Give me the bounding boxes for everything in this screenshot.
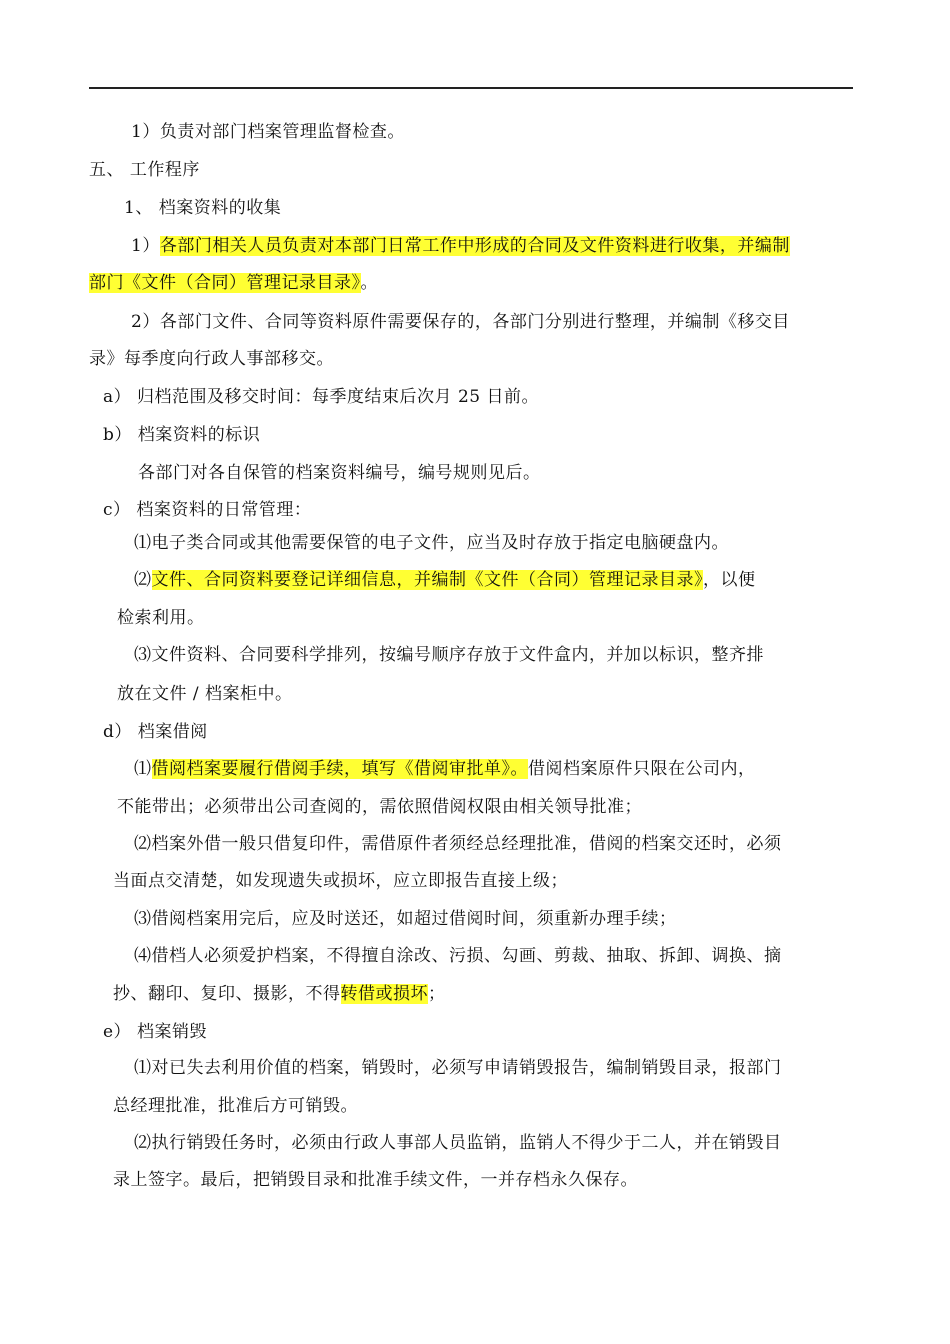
- item-d-borrowing: d） 档案借阅: [103, 722, 208, 742]
- paragraph-destroy-1-cont: 总经理批准，批准后方可销毁。: [113, 1096, 358, 1116]
- paragraph-collection-2-cont: 录》每季度向行政人事部移交。: [89, 349, 334, 369]
- text: 借阅档案原件只限在公司内，: [528, 759, 756, 779]
- paragraph-identification: 各部门对各自保管的档案资料编号，编号规则见后。: [138, 463, 541, 483]
- item-marker: ⑵: [134, 570, 152, 590]
- paragraph-daily-3-cont: 放在文件 / 档案柜中。: [117, 684, 293, 704]
- item-marker: ⑴: [134, 759, 152, 779]
- highlighted-text: 部门《文件（合同）管理记录目录》: [89, 273, 361, 293]
- paragraph-borrow-1: [134, 756, 756, 782]
- text: 。: [360, 273, 378, 293]
- section-heading-procedure: 五、 工作程序: [89, 160, 200, 180]
- item-a-archive-scope: a） 归档范围及移交时间：每季度结束后次月 25 日前。: [103, 387, 539, 407]
- paragraph-daily-2: [134, 567, 756, 593]
- paragraph-destroy-2-cont: 录上签字。最后，把销毁目录和批准手续文件，一并存档永久保存。: [113, 1170, 638, 1190]
- paragraph-borrow-2-cont: 当面点交清楚，如发现遗失或损坏，应立即报告直接上级；: [113, 871, 568, 891]
- paragraph-destroy-2: ⑵执行销毁任务时，必须由行政人事部人员监销，监销人不得少于二人，并在销毁目: [134, 1133, 782, 1153]
- paragraph-daily-2-cont: 检索利用。: [117, 608, 205, 628]
- text: ；: [428, 984, 446, 1004]
- item-b-identification: b） 档案资料的标识: [103, 425, 261, 445]
- paragraph-borrow-1-cont: 不能带出；必须带出公司查阅的，需依照借阅权限由相关领导批准；: [117, 797, 642, 817]
- paragraph-collection-1-cont: [89, 270, 378, 296]
- paragraph-collection-1: [131, 233, 790, 259]
- item-supervision: 1）负责对部门档案管理监督检查。: [131, 122, 405, 142]
- paragraph-borrow-2: ⑵档案外借一般只借复印件，需借原件者须经总经理批准，借阅的档案交还时，必须: [134, 834, 782, 854]
- highlighted-text: 借阅档案要履行借阅手续，填写《借阅审批单》。: [151, 759, 528, 779]
- highlighted-text: 转借或损坏: [340, 984, 428, 1004]
- highlighted-text: 文件、合同资料要登记详细信息，并编制《文件（合同）管理记录目录》: [151, 570, 703, 590]
- item-c-daily-management: c） 档案资料的日常管理：: [103, 500, 312, 520]
- text: 抄、翻印、复印、摄影，不得: [113, 984, 341, 1004]
- header-rule: [89, 87, 853, 89]
- paragraph-borrow-4-cont: [113, 981, 446, 1007]
- paragraph-destroy-1: ⑴对已失去利用价值的档案，销毁时，必须写申请销毁报告，编制销毁目录，报部门: [134, 1058, 782, 1078]
- item-marker: 1）: [131, 236, 160, 256]
- paragraph-collection-2: 2）各部门文件、合同等资料原件需要保存的，各部门分别进行整理，并编制《移交目: [131, 312, 790, 332]
- paragraph-daily-3: ⑶文件资料、合同要科学排列，按编号顺序存放于文件盒内，并加以标识，整齐排: [134, 645, 764, 665]
- paragraph-borrow-4: ⑷借档人必须爱护档案，不得擅自涂改、污损、勾画、剪裁、抽取、拆卸、调换、摘: [134, 946, 782, 966]
- paragraph-borrow-3: ⑶借阅档案用完后，应及时送还，如超过借阅时间，须重新办理手续；: [134, 909, 677, 929]
- highlighted-text: 各部门相关人员负责对本部门日常工作中形成的合同及文件资料进行收集，并编制: [159, 236, 790, 256]
- subsection-heading-collection: 1、 档案资料的收集: [124, 198, 282, 218]
- item-e-destruction: e） 档案销毁: [103, 1022, 207, 1042]
- paragraph-daily-1: ⑴电子类合同或其他需要保管的电子文件，应当及时存放于指定电脑硬盘内。: [134, 533, 729, 553]
- text: ，以便: [703, 570, 756, 590]
